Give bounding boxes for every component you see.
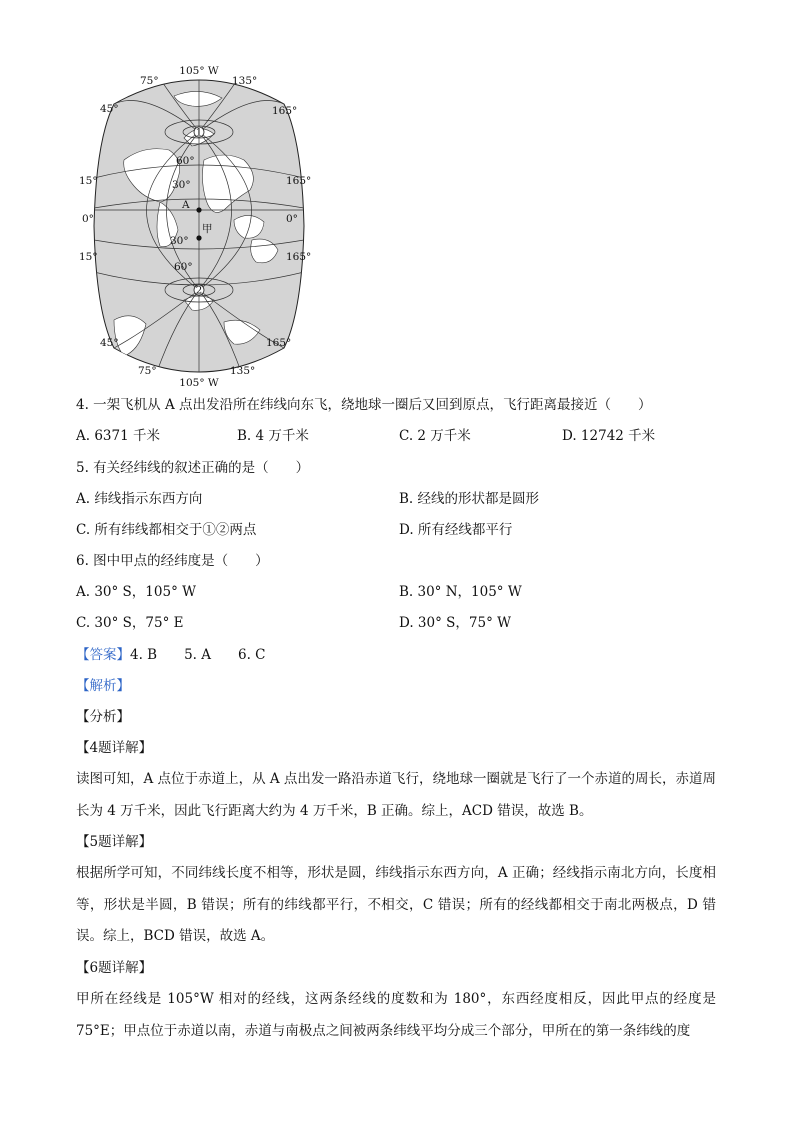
- bottom-meridian-label: 105° W: [179, 377, 219, 389]
- point-jia-dot: [196, 235, 201, 240]
- point-jia-label: 甲: [202, 223, 213, 235]
- svg-text:15°: 15°: [79, 175, 98, 187]
- point-a-dot: [196, 207, 201, 212]
- q4-option-d: D. 12742 千米: [562, 428, 656, 444]
- q6-option-b: B. 30° N，105° W: [399, 584, 522, 600]
- detail-4-text: 读图可知，A 点位于赤道上，从 A 点出发一路沿赤道飞行，绕地球一圈就是飞行了一个赤道的周长，赤道周长为 4 万千米，因此飞行距离大约为 4 万千米，B 正确。综上，ACD 错误，故选 B。: [76, 771, 716, 819]
- fenxi-tag: 【分析】: [76, 709, 130, 725]
- detail-4-tag: 【4题详解】: [76, 740, 153, 756]
- svg-text:165°: 165°: [286, 251, 312, 263]
- svg-text:15°: 15°: [79, 251, 98, 263]
- top-meridian-label: 105° W: [179, 65, 219, 77]
- analysis-tag: 【解析】: [76, 678, 130, 694]
- svg-text:60°: 60°: [176, 155, 195, 167]
- q4-option-b: B. 4 万千米: [237, 428, 309, 444]
- svg-text:135°: 135°: [232, 75, 258, 87]
- q5-stem: 5. 有关经纬线的叙述正确的是（ ）: [76, 460, 310, 476]
- answer-tag: 【答案】: [76, 647, 130, 663]
- q5-option-c: C. 所有纬线都相交于①②两点: [76, 522, 257, 538]
- detail-5-tag: 【5题详解】: [76, 834, 153, 850]
- svg-text:1: 1: [195, 126, 203, 139]
- answer-text: 4. B 5. A 6. C: [130, 647, 266, 663]
- svg-text:165°: 165°: [266, 337, 292, 349]
- svg-text:30°: 30°: [172, 179, 191, 191]
- svg-text:0°: 0°: [82, 213, 94, 225]
- answer-line: [76, 645, 266, 665]
- q6-stem: 6. 图中甲点的经纬度是（ ）: [76, 553, 269, 569]
- point-a-label: A: [182, 199, 190, 211]
- q4-stem: 4. 一架飞机从 A 点出发沿所在纬线向东飞，绕地球一圈后又回到原点，飞行距离最接近（ ）: [76, 397, 652, 413]
- svg-text:45°: 45°: [100, 103, 119, 115]
- svg-text:0°: 0°: [286, 213, 298, 225]
- globe-map-figure: [74, 60, 324, 390]
- detail-5-text: 根据所学可知，不同纬线长度不相等，形状是圆，纬线指示东西方向，A 正确；经线指示南北方向，长度相等，形状是半圆，B 错误；所有的纬线都平行，不相交，C 错误；所有的经线都相交于南北两极点，D 错误。综上，BCD 错误，故选 A。: [76, 865, 716, 944]
- q4-option-c: C. 2 万千米: [399, 428, 471, 444]
- q5-option-b: B. 经线的形状都是圆形: [399, 491, 540, 507]
- svg-text:45°: 45°: [100, 337, 119, 349]
- q5-option-d: D. 所有经线都平行: [399, 522, 513, 538]
- svg-text:60°: 60°: [174, 261, 193, 273]
- detail-6-text: 甲所在经线是 105°W 相对的经线，这两条经线的度数和为 180°，东西经度相反，因此甲点的经度是 75°E；甲点位于赤道以南，赤道与南极点之间被两条纬线平均分成三个部分，甲所在的第一条纬线的度: [76, 991, 716, 1039]
- svg-text:2: 2: [195, 284, 203, 297]
- q6-option-c: C. 30° S，75° E: [76, 615, 184, 631]
- svg-text:30°: 30°: [170, 235, 189, 247]
- svg-text:75°: 75°: [140, 75, 159, 87]
- svg-text:75°: 75°: [138, 365, 157, 377]
- q4-option-a: A. 6371 千米: [76, 428, 160, 444]
- q6-option-a: A. 30° S，105° W: [76, 584, 196, 600]
- detail-6-tag: 【6题详解】: [76, 960, 153, 976]
- svg-text:165°: 165°: [286, 175, 312, 187]
- svg-text:165°: 165°: [272, 105, 298, 117]
- q6-option-d: D. 30° S，75° W: [399, 615, 511, 631]
- svg-text:135°: 135°: [230, 365, 256, 377]
- q5-option-a: A. 纬线指示东西方向: [76, 491, 203, 507]
